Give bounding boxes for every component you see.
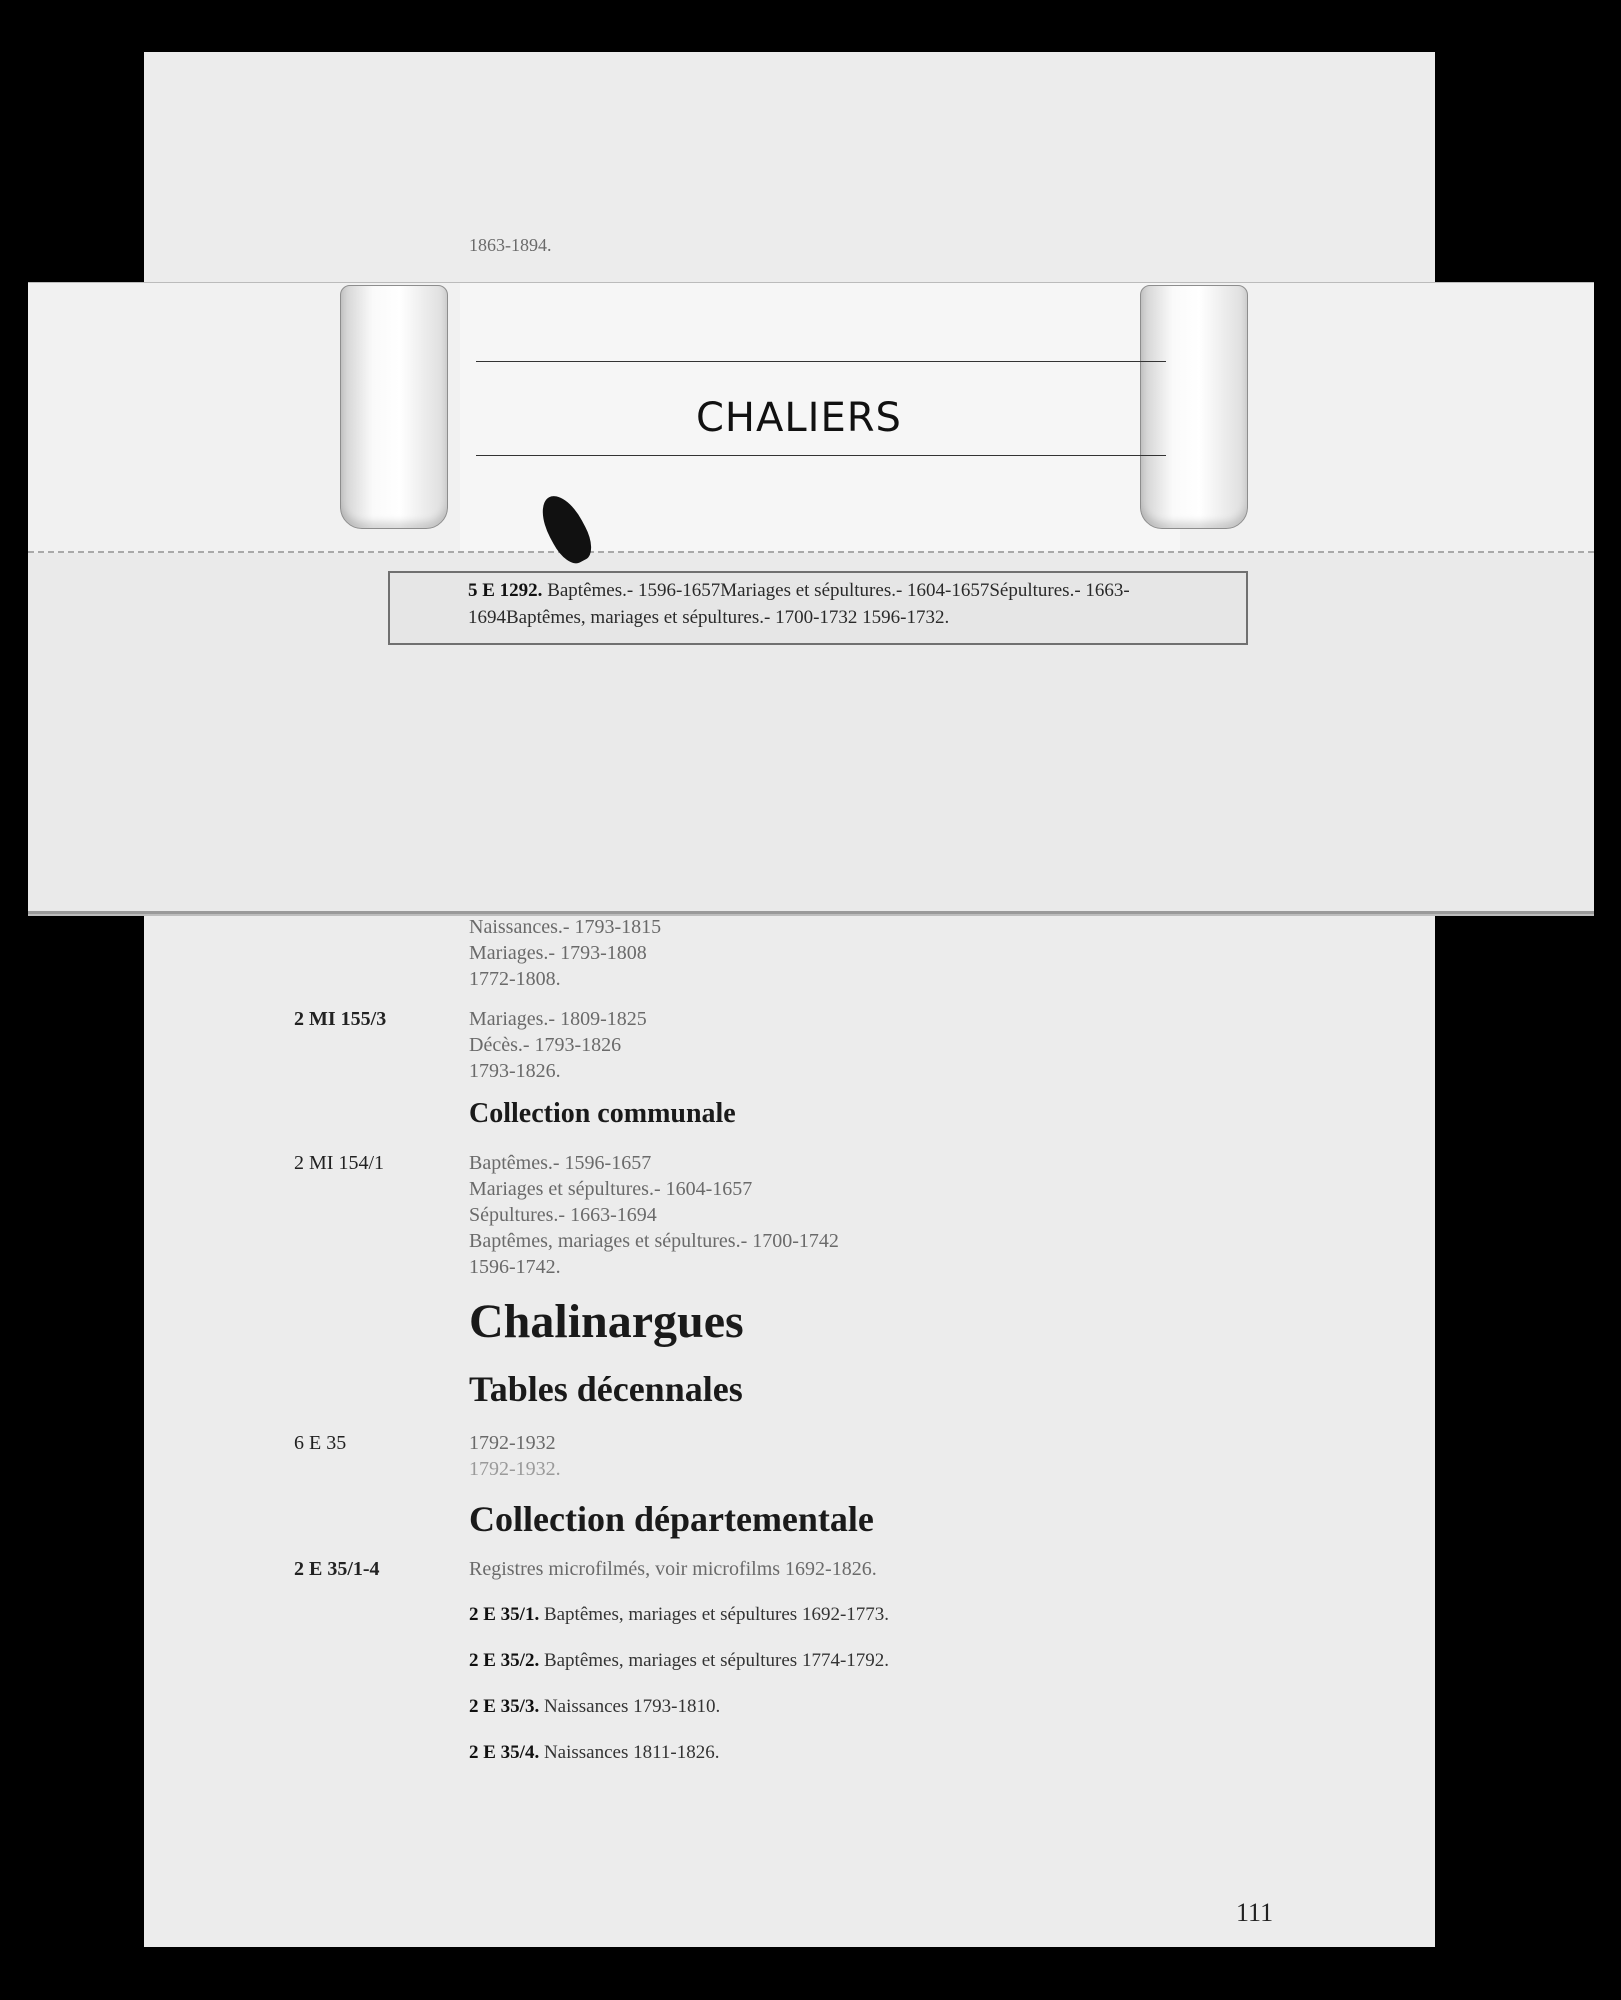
line-deces: Décès.- 1793-1826	[469, 1034, 622, 1056]
line-range-2: 1793-1826.	[469, 1060, 561, 1082]
label-rule-bottom	[476, 455, 1166, 456]
line-mariages-2: Mariages.- 1809-1825	[469, 1008, 647, 1030]
code-2mi154-1: 2 MI 154/1	[294, 1152, 384, 1174]
entry-2e35-2	[469, 1650, 889, 1672]
top-fragment: 1863-1894.	[469, 235, 552, 255]
pasted-slip	[28, 282, 1594, 914]
record-text: Baptêmes.- 1596-1657Mariages et sépultures.- 1604-1657Sépultures.- 1663-1694Baptêmes, mariages et sépultures.- 1700-1732 1596-1732.	[468, 580, 1130, 628]
line-range: 1772-1808.	[469, 968, 561, 990]
entry-ref: 2 E 35/1.	[469, 1604, 540, 1625]
label-rule-top	[476, 361, 1166, 362]
line-microfilms: Registres microfilmés, voir microfilms 1692-1826.	[469, 1558, 877, 1580]
page-number: 111	[1236, 1898, 1274, 1927]
code-2e35-1-4: 2 E 35/1-4	[294, 1558, 380, 1580]
line-range-3: 1596-1742.	[469, 1256, 561, 1278]
line-mariages: Mariages.- 1793-1808	[469, 942, 647, 964]
line-baptemes: Baptêmes.- 1596-1657	[469, 1152, 652, 1174]
line-tables-range: 1792-1932	[469, 1432, 556, 1454]
entry-ref: 2 E 35/3.	[469, 1696, 540, 1717]
record-ref: 5 E 1292.	[468, 580, 543, 601]
entry-2e35-3	[469, 1696, 720, 1718]
line-tables-range-2: 1792-1932.	[469, 1458, 561, 1480]
code-2mi155-3: 2 MI 155/3	[294, 1008, 387, 1030]
commune-label: CHALIERS	[696, 395, 902, 441]
entry-text: Baptêmes, mariages et sépultures 1774-1792.	[543, 1650, 890, 1671]
heading-tables-decennales: Tables décennales	[469, 1369, 743, 1409]
line-naissances: Naissances.- 1793-1815	[469, 916, 662, 938]
line-mariages-sepultures: Mariages et sépultures.- 1604-1657	[469, 1178, 753, 1200]
record-text-block	[468, 577, 1228, 631]
tape-right	[1140, 285, 1248, 529]
entry-ref: 2 E 35/2.	[469, 1650, 540, 1671]
entry-2e35-4	[469, 1742, 720, 1764]
entry-2e35-1	[469, 1604, 889, 1626]
record-box	[388, 571, 1248, 645]
code-6e35: 6 E 35	[294, 1432, 347, 1454]
heading-collection-communale: Collection communale	[469, 1098, 736, 1129]
entry-text: Naissances 1811-1826.	[543, 1742, 720, 1763]
entry-ref: 2 E 35/4.	[469, 1742, 540, 1763]
entry-text: Naissances 1793-1810.	[543, 1696, 721, 1717]
tape-left	[340, 285, 448, 529]
entry-text: Baptêmes, mariages et sépultures 1692-1773.	[543, 1604, 890, 1625]
line-bms: Baptêmes, mariages et sépultures.- 1700-1742	[469, 1230, 839, 1252]
heading-collection-departementale: Collection départementale	[469, 1499, 874, 1539]
commune-title: Chalinargues	[469, 1295, 744, 1348]
line-sepultures: Sépultures.- 1663-1694	[469, 1204, 657, 1226]
